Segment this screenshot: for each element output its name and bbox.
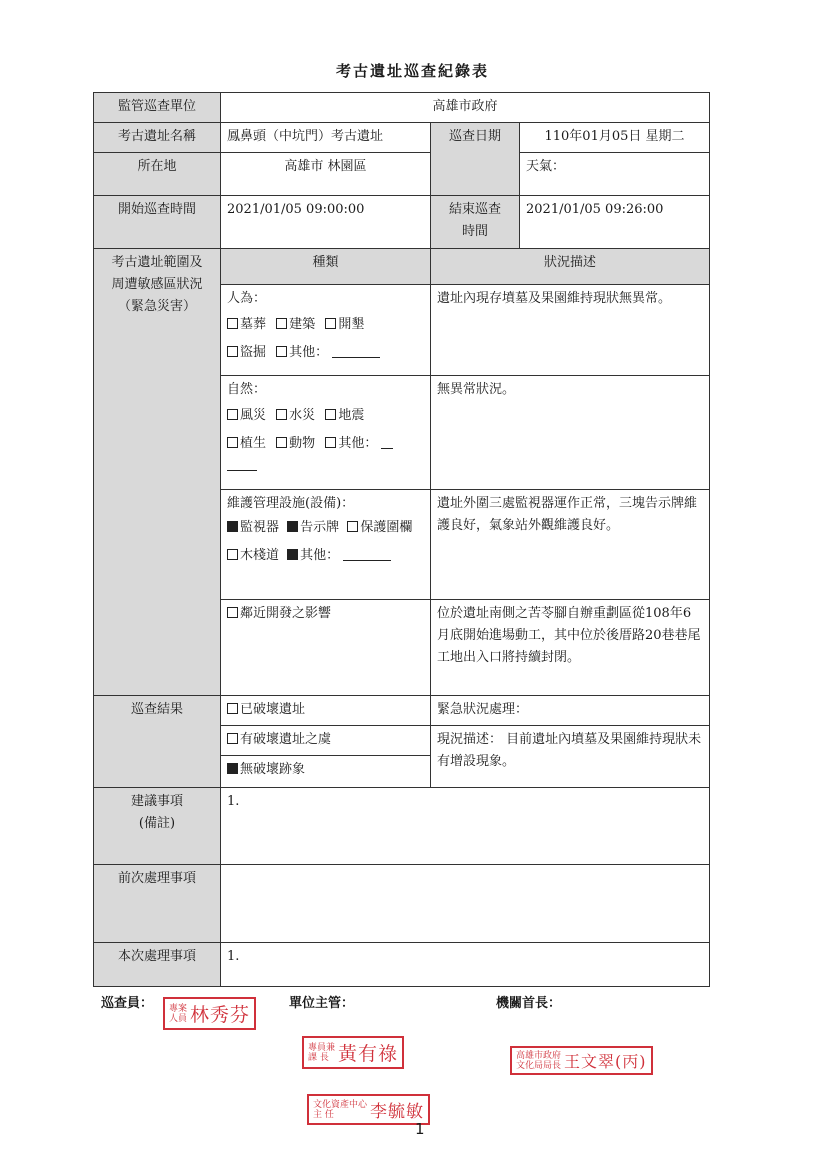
- result-risk-label: 有破壞遺址之虞: [240, 732, 332, 747]
- supervisor-label: 單位主管：: [289, 996, 355, 1011]
- nearby-checkbox[interactable]: [227, 607, 238, 618]
- maintenance-boardwalk-checkbox[interactable]: [227, 549, 238, 560]
- human-building-label: 建築: [289, 317, 316, 332]
- patrol-record-table: [93, 92, 710, 987]
- nature-wind-label: 風災: [240, 408, 267, 423]
- patrol-date-label: 巡查日期: [431, 123, 520, 196]
- desc-header: 狀況描述: [431, 249, 710, 285]
- result-option-2: [221, 726, 431, 756]
- nearby-label: 鄰近開發之影響: [240, 606, 332, 621]
- nature-other-blank-cont: [227, 459, 257, 471]
- inspector-label: 巡查員：: [101, 996, 154, 1011]
- nature-label: 自然：: [227, 382, 267, 397]
- nature-plant-label: 植生: [240, 436, 267, 451]
- current-value: 1.: [221, 943, 710, 987]
- nature-cell: [221, 376, 431, 490]
- nature-earthquake-checkbox[interactable]: [325, 409, 336, 420]
- human-looting-checkbox[interactable]: [227, 346, 238, 357]
- nature-other-label: 其他：: [338, 436, 378, 451]
- maintenance-sign-label: 告示牌: [300, 520, 340, 535]
- previous-value: [221, 865, 710, 943]
- maintenance-label: 維護管理設施(設備)：: [227, 496, 355, 511]
- form-title: 考古遺址巡查紀錄表: [335, 62, 489, 80]
- suggest-label-line1: 建議事項: [130, 794, 183, 809]
- maintenance-boardwalk-label: 木棧道: [240, 548, 280, 563]
- maintenance-cctv-checkbox[interactable]: [227, 521, 238, 532]
- maintenance-cell: [221, 490, 431, 600]
- nature-other-checkbox[interactable]: [325, 437, 336, 448]
- suggest-label-line2: (備註): [138, 816, 176, 831]
- end-time-label-line1: 結束巡查: [448, 202, 501, 217]
- nature-desc: 無異常狀況。: [431, 376, 710, 490]
- result-label: 巡查結果: [94, 696, 221, 788]
- nature-animal-checkbox[interactable]: [276, 437, 287, 448]
- nature-flood-checkbox[interactable]: [276, 409, 287, 420]
- maintenance-sign-checkbox[interactable]: [287, 521, 298, 532]
- nature-flood-label: 水災: [289, 408, 316, 423]
- human-burial-checkbox[interactable]: [227, 318, 238, 329]
- scope-label: [94, 249, 221, 696]
- human-other-blank[interactable]: [332, 346, 380, 358]
- nature-animal-label: 動物: [289, 436, 316, 451]
- result-risk-checkbox[interactable]: [227, 733, 238, 744]
- result-none-label: 無破壞跡象: [240, 762, 306, 777]
- page-number: 1: [415, 1120, 425, 1138]
- nearby-desc: 位於遺址南側之苦苓腳自辦重劃區從108年6月底開始進場動工，其中位於後厝路20巷巷尾工地出入口將持續封閉。: [431, 600, 710, 696]
- maintenance-fence-checkbox[interactable]: [347, 521, 358, 532]
- inspector-stamp: 專案 人員 林秀芬: [163, 997, 256, 1030]
- nature-wind-checkbox[interactable]: [227, 409, 238, 420]
- maintenance-other-blank[interactable]: [343, 549, 391, 561]
- human-cultivation-checkbox[interactable]: [325, 318, 336, 329]
- human-building-checkbox[interactable]: [276, 318, 287, 329]
- patrol-date-value: 110年01月05日 星期二: [520, 123, 710, 153]
- result-destroyed-label: 已破壞遺址: [240, 702, 306, 717]
- nature-other-blank[interactable]: [381, 437, 393, 449]
- human-looting-label: 盜掘: [240, 345, 267, 360]
- location-label: 所在地: [94, 153, 221, 196]
- human-other-label: 其他：: [289, 345, 329, 360]
- location-value: 高雄市 林園區: [221, 153, 431, 196]
- nature-earthquake-label: 地震: [338, 408, 365, 423]
- result-destroyed-checkbox[interactable]: [227, 703, 238, 714]
- maintenance-fence-label: 保護圍欄: [360, 520, 413, 535]
- head-label: 機關首長：: [496, 996, 562, 1011]
- human-label: 人為：: [227, 291, 267, 306]
- result-option-3: [221, 756, 431, 788]
- director-stamp: 高雄市政府 文化局局長 王文翠(丙): [510, 1046, 653, 1075]
- site-name-label: 考古遺址名稱: [94, 123, 221, 153]
- type-header: 種類: [221, 249, 431, 285]
- end-time-label: [431, 196, 520, 249]
- suggest-label: [94, 788, 221, 865]
- previous-label: 前次處理事項: [94, 865, 221, 943]
- human-desc: 遺址內現存墳墓及果園維持現狀無異常。: [431, 285, 710, 376]
- site-name-value: 鳳鼻頭（中坑門）考古遺址: [221, 123, 431, 153]
- emergency-label: 緊急狀況處理：: [431, 696, 710, 726]
- scope-label-line1: 考古遺址範圍及: [111, 255, 203, 270]
- maintenance-cctv-label: 監視器: [240, 520, 280, 535]
- end-time-label-line2: 時間: [461, 224, 488, 239]
- scope-label-line3: （緊急災害）: [117, 299, 196, 314]
- unit-value: 高雄市政府: [221, 93, 710, 123]
- end-time-value: 2021/01/05 09:26:00: [520, 196, 710, 249]
- result-none-checkbox[interactable]: [227, 763, 238, 774]
- human-cultivation-label: 開墾: [338, 317, 365, 332]
- suggest-value: 1.: [221, 788, 710, 865]
- current-status-desc: 現況描述： 目前遺址內墳墓及果園維持現狀未有增設現象。: [431, 726, 710, 788]
- weather-label: 天氣：: [520, 153, 710, 196]
- start-time-value: 2021/01/05 09:00:00: [221, 196, 431, 249]
- center-director-stamp: 文化資產中心 主 任 李毓敏: [307, 1094, 430, 1125]
- human-other-checkbox[interactable]: [276, 346, 287, 357]
- section-chief-stamp: 專員兼 課 長 黃有祿: [302, 1036, 404, 1069]
- scope-label-line2: 周遭敏感區狀況: [111, 277, 203, 292]
- current-label: 本次處理事項: [94, 943, 221, 987]
- start-time-label: 開始巡查時間: [94, 196, 221, 249]
- maintenance-other-label: 其他：: [300, 548, 340, 563]
- human-cell: [221, 285, 431, 376]
- nearby-cell: [221, 600, 431, 696]
- maintenance-desc: 遺址外圍三處監視器運作正常，三塊告示牌維護良好，氣象站外觀維護良好。: [431, 490, 710, 600]
- unit-label: 監管巡查單位: [94, 93, 221, 123]
- maintenance-other-checkbox[interactable]: [287, 549, 298, 560]
- result-option-1: [221, 696, 431, 726]
- nature-plant-checkbox[interactable]: [227, 437, 238, 448]
- human-burial-label: 墓葬: [240, 317, 267, 332]
